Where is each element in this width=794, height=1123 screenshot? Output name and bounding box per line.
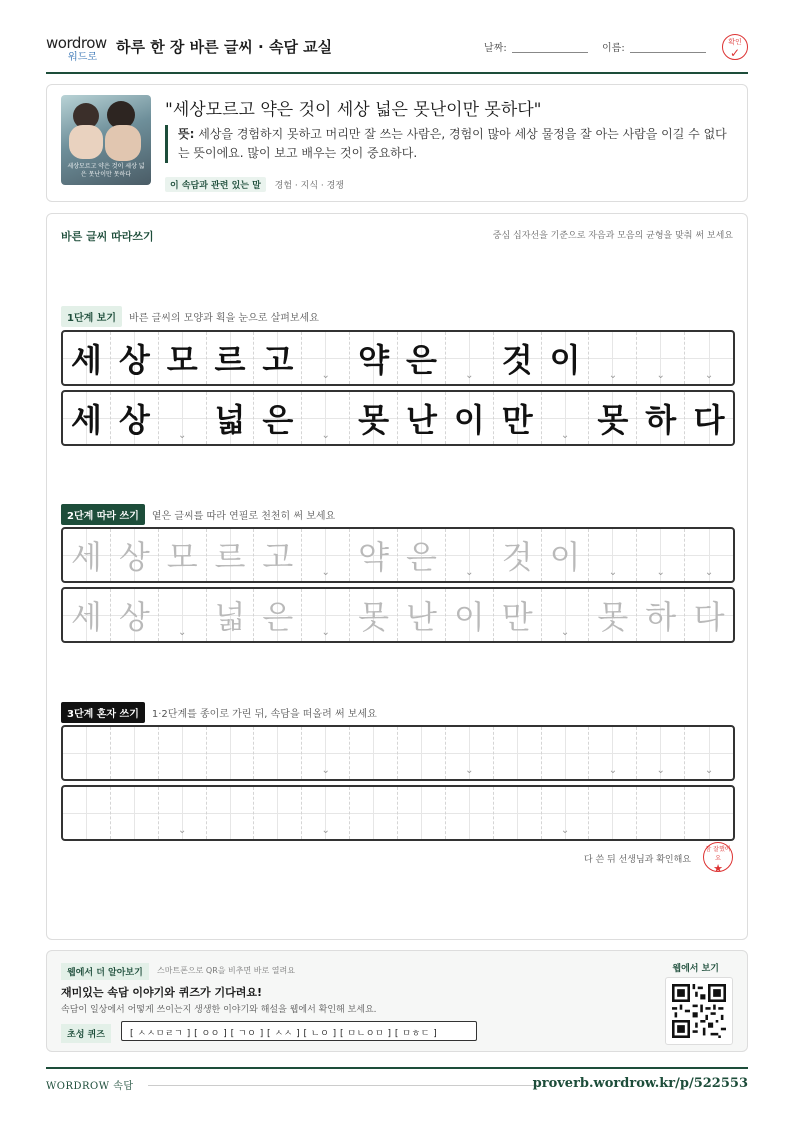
grid-cell xyxy=(350,392,398,444)
grid-cell[interactable] xyxy=(159,589,207,641)
grid-char: 만 xyxy=(501,598,533,636)
related-label: 이 속담과 관련 있는 말 xyxy=(165,177,266,192)
grid-cell[interactable] xyxy=(637,589,685,641)
web-badge: 웹에서 더 알아보기 xyxy=(61,963,149,980)
space-mark-icon: ⌄ xyxy=(321,765,330,776)
space-mark-icon: ⌄ xyxy=(465,370,474,381)
grid-cell[interactable] xyxy=(254,727,302,779)
qr-title: 웹에서 보기 xyxy=(672,964,719,974)
grid-char: 르 xyxy=(214,538,246,576)
space-mark-icon: ⌄ xyxy=(704,370,714,381)
grid-cell xyxy=(494,392,542,444)
proverb-text: "세상모르고 약은 것이 세상 넓은 못난이만 못하다" xyxy=(165,100,542,120)
grid-char: 하 xyxy=(645,598,677,636)
grid-cell[interactable] xyxy=(446,589,494,641)
step1-row-1 xyxy=(61,330,735,386)
qr-code[interactable] xyxy=(665,977,733,1045)
grid-cell[interactable] xyxy=(63,727,111,779)
grid-cell[interactable] xyxy=(111,787,159,839)
grid-cell[interactable] xyxy=(350,787,398,839)
step2-header xyxy=(61,504,335,525)
grid-cell xyxy=(398,332,446,384)
grid-char: 못 xyxy=(597,598,629,636)
illustration-caption: 세상모르고 약은 것이 세상 넓은 못난이만 못하다 xyxy=(67,163,145,178)
grid-cell xyxy=(542,332,590,384)
check-note: 다 쓴 뒤 선생님과 확인해요 xyxy=(583,855,691,865)
date-label: 날짜: xyxy=(484,43,507,54)
grid-cell xyxy=(111,332,159,384)
grid-cell[interactable] xyxy=(302,589,350,641)
logo-text: wordrow xyxy=(46,34,107,52)
grid-char: 못 xyxy=(358,401,390,439)
grid-char: 넓 xyxy=(214,401,246,439)
space-mark-icon: ⌄ xyxy=(177,627,187,638)
grid-cell xyxy=(637,332,685,384)
step1-desc: 바른 글씨의 모양과 획을 눈으로 살펴보세요 xyxy=(129,313,319,324)
space-mark-icon: ⌄ xyxy=(321,567,330,578)
space-mark-icon: ⌄ xyxy=(704,567,714,578)
grid-cell[interactable] xyxy=(254,589,302,641)
grid-cell[interactable] xyxy=(159,529,207,581)
grid-cell[interactable] xyxy=(350,529,398,581)
grid-char: 세 xyxy=(70,538,102,576)
grid-char: 은 xyxy=(262,598,294,636)
grid-char: 것 xyxy=(501,341,533,379)
grid-char: 고 xyxy=(262,341,294,379)
quiz-label: 초성 퀴즈 xyxy=(61,1024,111,1043)
grid-cell[interactable] xyxy=(254,787,302,839)
date-field[interactable] xyxy=(512,52,588,53)
space-mark-icon: ⌄ xyxy=(560,430,570,441)
grid-cell[interactable] xyxy=(637,787,685,839)
grid-cell xyxy=(254,332,302,384)
grid-cell[interactable] xyxy=(207,727,255,779)
footer-url[interactable]: proverb.wordrow.kr/p/522553 xyxy=(532,1076,748,1091)
space-mark-icon: ⌄ xyxy=(704,765,714,776)
grid-cell[interactable] xyxy=(302,787,350,839)
grid-cell[interactable] xyxy=(302,727,350,779)
check-stamp-icon: 확인 ✓ xyxy=(722,34,748,60)
footer-brand: WORDROW 속담 xyxy=(46,1081,134,1092)
meaning-label: 뜻: xyxy=(178,127,195,141)
grid-cell[interactable] xyxy=(494,787,542,839)
grid-cell[interactable] xyxy=(207,589,255,641)
practice-title: 바른 글씨 따라쓰기 xyxy=(61,230,154,243)
grid-cell xyxy=(494,332,542,384)
grid-char: 못 xyxy=(597,401,629,439)
space-mark-icon: ⌄ xyxy=(656,567,665,578)
grid-char: 상 xyxy=(118,598,150,636)
grid-cell xyxy=(446,392,494,444)
grid-char: 이 xyxy=(453,598,485,636)
good-job-stamp-icon: 참 잘했어요 ★ xyxy=(703,842,733,872)
space-mark-icon: ⌄ xyxy=(321,627,330,638)
proverb-illustration xyxy=(61,95,151,185)
grid-char: 하 xyxy=(645,401,677,439)
grid-cell xyxy=(685,332,733,384)
space-mark-icon: ⌄ xyxy=(465,765,474,776)
grid-cell[interactable] xyxy=(446,727,494,779)
page-header xyxy=(46,30,748,74)
grid-cell[interactable] xyxy=(685,727,733,779)
web-more-card xyxy=(46,950,748,1052)
grid-char: 이 xyxy=(453,401,485,439)
grid-cell xyxy=(207,392,255,444)
grid-char: 난 xyxy=(405,401,437,439)
space-mark-icon: ⌄ xyxy=(608,567,618,578)
grid-cell xyxy=(589,332,637,384)
grid-char: 약 xyxy=(358,341,390,379)
grid-cell[interactable] xyxy=(207,787,255,839)
grid-cell[interactable] xyxy=(637,727,685,779)
chosung-quiz: [ ㅅㅅㅁㄹㄱ ] [ ㅇㅇ ] [ ㄱㅇ ] [ ㅅㅅ ] [ ㄴㅇ ] [ ㅁㄴㅇㅁ ] [ ㅁㅎㄷ ] xyxy=(121,1021,477,1041)
grid-cell[interactable] xyxy=(637,529,685,581)
grid-cell xyxy=(302,332,350,384)
grid-char: 상 xyxy=(118,401,150,439)
grid-cell[interactable] xyxy=(63,589,111,641)
step3-desc: 1·2단계를 종이로 가린 뒤, 속담을 떠올려 써 보세요 xyxy=(151,709,377,720)
grid-cell[interactable] xyxy=(542,589,590,641)
step1-badge: 1단계 보기 xyxy=(61,306,122,327)
grid-char: 세 xyxy=(70,598,102,636)
step1-row-2 xyxy=(61,390,735,446)
grid-cell[interactable] xyxy=(159,727,207,779)
grid-cell[interactable] xyxy=(542,529,590,581)
space-mark-icon: ⌄ xyxy=(177,825,187,836)
step1-header xyxy=(61,306,319,327)
name-label: 이름: xyxy=(602,43,625,54)
grid-char: 모 xyxy=(166,341,198,379)
web-hint: 스마트폰으로 QR을 비추면 바로 열려요 xyxy=(157,966,295,975)
grid-cell[interactable] xyxy=(589,529,637,581)
grid-char: 약 xyxy=(358,538,390,576)
grid-cell[interactable] xyxy=(446,787,494,839)
grid-char: 은 xyxy=(405,538,437,576)
space-mark-icon: ⌄ xyxy=(560,627,570,638)
grid-char: 고 xyxy=(262,538,294,576)
grid-cell[interactable] xyxy=(398,529,446,581)
grid-cell[interactable] xyxy=(494,727,542,779)
grid-cell[interactable] xyxy=(159,787,207,839)
grid-cell[interactable] xyxy=(542,787,590,839)
practice-hint: 중심 십자선을 기준으로 자음과 모음의 균형을 맞춰 써 보세요 xyxy=(492,231,733,241)
grid-cell[interactable] xyxy=(111,727,159,779)
grid-char: 못 xyxy=(358,598,390,636)
step3-row-1[interactable] xyxy=(61,725,735,781)
space-mark-icon: ⌄ xyxy=(177,430,187,441)
grid-cell xyxy=(254,392,302,444)
grid-cell xyxy=(63,332,111,384)
grid-char: 이 xyxy=(549,538,581,576)
grid-cell[interactable] xyxy=(685,589,733,641)
grid-char: 다 xyxy=(693,401,725,439)
grid-cell[interactable] xyxy=(207,529,255,581)
grid-cell xyxy=(302,392,350,444)
grid-cell[interactable] xyxy=(398,787,446,839)
grid-cell[interactable] xyxy=(589,787,637,839)
grid-cell[interactable] xyxy=(685,787,733,839)
grid-cell[interactable] xyxy=(494,529,542,581)
grid-cell xyxy=(542,392,590,444)
space-mark-icon: ⌄ xyxy=(608,765,618,776)
grid-char: 난 xyxy=(405,598,437,636)
grid-cell xyxy=(159,332,207,384)
grid-cell[interactable] xyxy=(542,727,590,779)
grid-char: 세 xyxy=(70,341,102,379)
grid-char: 상 xyxy=(118,538,150,576)
grid-char: 다 xyxy=(693,598,725,636)
grid-cell[interactable] xyxy=(111,529,159,581)
practice-card xyxy=(46,213,748,940)
grid-cell[interactable] xyxy=(685,529,733,581)
step2-row-2[interactable] xyxy=(61,587,735,643)
meaning-text: 세상을 경험하지 못하고 머리만 잘 쓰는 사람은, 경험이 많아 세상 물정을 잘 아는 사람을 이길 수 없다는 뜻이에요. 많이 보고 배우는 것이 중요하다. xyxy=(178,127,727,160)
step2-row-1[interactable] xyxy=(61,527,735,583)
grid-cell xyxy=(637,392,685,444)
stamp-label: 확인 xyxy=(728,38,742,46)
grid-cell xyxy=(589,392,637,444)
name-field[interactable] xyxy=(630,52,706,53)
web-desc: 속담이 일상에서 어떻게 쓰이는지 생생한 이야기와 해설을 웹에서 확인해 보세요. xyxy=(61,1005,377,1015)
proverb-card xyxy=(46,84,748,202)
space-mark-icon: ⌄ xyxy=(608,370,618,381)
step3-header xyxy=(61,702,377,723)
grid-char: 모 xyxy=(166,538,198,576)
qr-code-icon xyxy=(672,984,726,1038)
grid-char: 만 xyxy=(501,401,533,439)
grid-cell[interactable] xyxy=(111,589,159,641)
grid-cell[interactable] xyxy=(589,589,637,641)
grid-cell xyxy=(446,332,494,384)
grid-cell[interactable] xyxy=(302,529,350,581)
page-footer xyxy=(46,1067,748,1097)
grid-char: 것 xyxy=(501,538,533,576)
step2-desc: 옅은 글씨를 따라 연필로 천천히 써 보세요 xyxy=(151,511,336,522)
grid-cell xyxy=(398,392,446,444)
web-title: 재미있는 속담 이야기와 퀴즈가 기다려요! xyxy=(61,986,262,999)
grid-char: 넓 xyxy=(214,598,246,636)
grid-char: 세 xyxy=(70,401,102,439)
grid-cell[interactable] xyxy=(350,589,398,641)
related-list: 경험 · 지식 · 경쟁 xyxy=(274,181,344,191)
proverb-meaning xyxy=(165,125,731,163)
grid-cell[interactable] xyxy=(398,727,446,779)
grid-cell xyxy=(207,332,255,384)
grid-cell[interactable] xyxy=(494,589,542,641)
grid-cell[interactable] xyxy=(589,727,637,779)
space-mark-icon: ⌄ xyxy=(465,567,474,578)
step3-row-2[interactable] xyxy=(61,785,735,841)
worksheet-title: 하루 한 장 바른 글씨 · 속담 교실 xyxy=(116,38,333,56)
grid-char: 은 xyxy=(262,401,294,439)
space-mark-icon: ⌄ xyxy=(560,825,570,836)
grid-char: 르 xyxy=(214,341,246,379)
grid-char: 상 xyxy=(118,341,150,379)
grid-cell xyxy=(350,332,398,384)
good-job-label: 참 잘했어요 xyxy=(705,846,731,862)
grid-cell xyxy=(63,392,111,444)
footer-divider xyxy=(148,1085,538,1086)
grid-cell xyxy=(159,392,207,444)
space-mark-icon: ⌄ xyxy=(321,430,330,441)
grid-cell[interactable] xyxy=(446,529,494,581)
grid-char: 이 xyxy=(549,341,581,379)
grid-cell[interactable] xyxy=(254,529,302,581)
grid-cell[interactable] xyxy=(63,529,111,581)
grid-cell[interactable] xyxy=(350,727,398,779)
grid-cell xyxy=(685,392,733,444)
space-mark-icon: ⌄ xyxy=(656,765,665,776)
grid-cell[interactable] xyxy=(63,787,111,839)
grid-char: 은 xyxy=(405,341,437,379)
space-mark-icon: ⌄ xyxy=(656,370,665,381)
related-words xyxy=(165,177,344,192)
step3-badge: 3단계 혼자 쓰기 xyxy=(61,702,145,723)
grid-cell[interactable] xyxy=(398,589,446,641)
space-mark-icon: ⌄ xyxy=(321,370,330,381)
space-mark-icon: ⌄ xyxy=(321,825,330,836)
logo-korean: 워드로 xyxy=(68,52,97,63)
step2-badge: 2단계 따라 쓰기 xyxy=(61,504,145,525)
grid-cell xyxy=(111,392,159,444)
